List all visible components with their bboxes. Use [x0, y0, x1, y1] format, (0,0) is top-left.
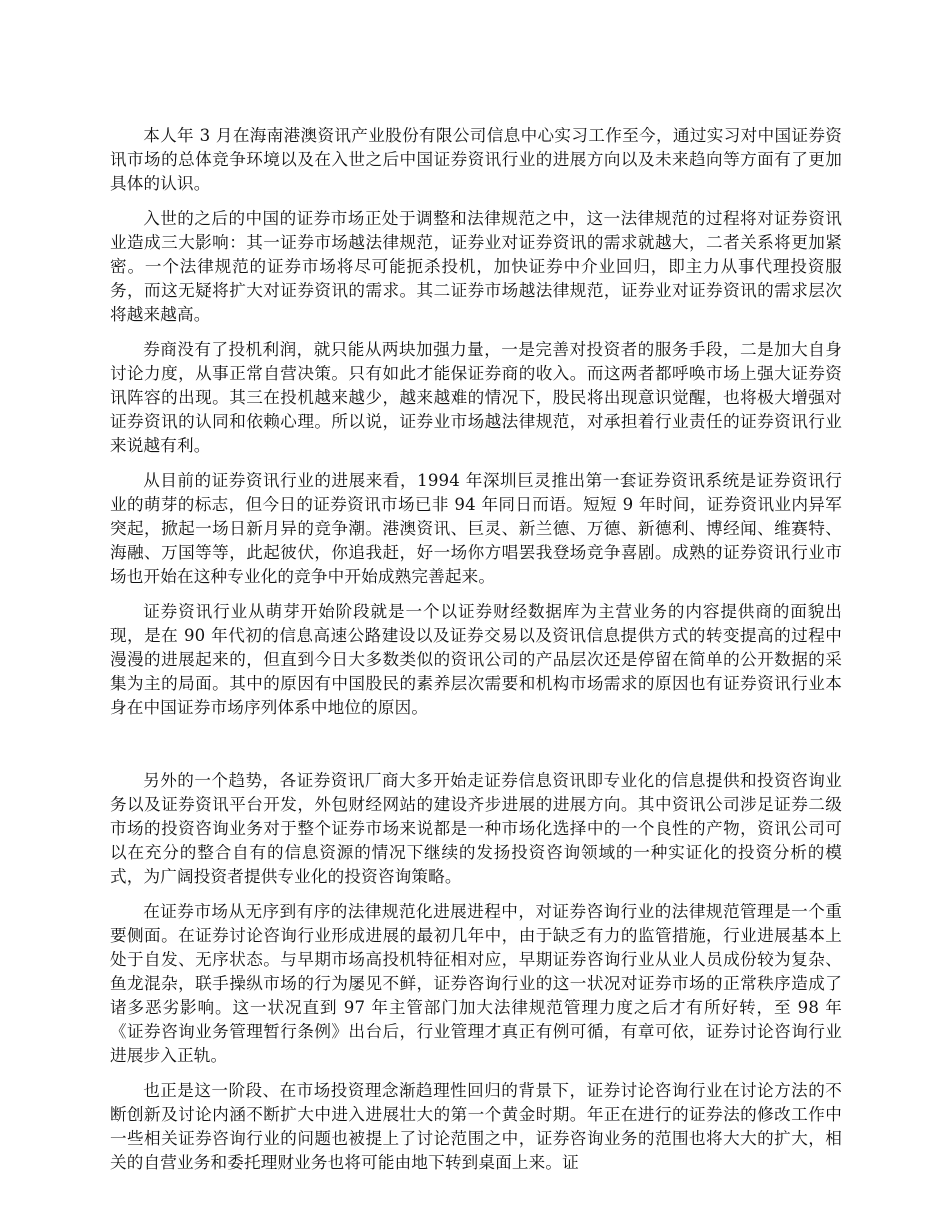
- paragraph: 在证券市场从无序到有序的法律规范化进展进程中，对证券咨询行业的法律规范管理是一个重要侧面。在证券讨论咨询行业形成进展的最初几年中，由于缺乏有力的监管措施，行业进展基本上处于自发、无序状态。与早期市场高投机特征相对应，早期证券咨询行业从业人员成份较为复杂、鱼龙混杂，联手操纵市场的行为屡见不鲜，证券咨询行业的这一状况对证券市场的正常秩序造成了诸多恶劣影响。这一状况直到 97 年主管部门加大法律规范管理力度之后才有所好转，至 98 年《证券咨询业务管理暂行条例》出台后，行业管理才真正有例可循，有章可依，证券讨论咨询行业进展步入正轨。: [110, 902, 842, 1065]
- paragraph: 从目前的证券资讯行业的进展来看，1994 年深圳巨灵推出第一套证券资讯系统是证券资讯行业的萌芽的标志，但今日的证券资讯市场已非 94 年同日而语。短短 9 年时间，证券资讯业内异军突起，掀起一场日新月异的竞争潮。港澳资讯、巨灵、新兰德、万德、新德利、博经闻、维赛特、海融、万国等等，此起彼伏，你追我赶，好一场你方唱罢我登场竞争喜剧。成熟的证券资讯行业市场也开始在这种专业化的竞争中开始成熟完善起来。: [110, 471, 842, 586]
- paragraph: 证券资讯行业从萌芽开始阶段就是一个以证券财经数据库为主营业务的内容提供商的面貌出现，是在 90 年代初的信息高速公路建设以及证券交易以及资讯信息提供方式的转变提高的过程中漫漫的进展起来的，但直到今日大多数类似的资讯公司的产品层次还是停留在简单的公开数据的采集为主的局面。其中的原因有中国股民的素养层次需要和机构市场需求的原因也有证券资讯行业本身在中国证券市场序列体系中地位的原因。: [110, 602, 842, 717]
- paragraph: 另外的一个趋势，各证券资讯厂商大多开始走证券信息资讯即专业化的信息提供和投资咨询业务以及证券资讯平台开发，外包财经网站的建设齐步进展的进展方向。其中资讯公司涉足证券二级市场的投资咨询业务对于整个证券市场来说都是一种市场化选择中的一个良性的产物，资讯公司可以在充分的整合自有的信息资源的情况下继续的发扬投资咨询领域的一种实证化的投资分析的模式，为广阔投资者提供专业化的投资咨询策略。: [110, 771, 842, 886]
- paragraph: 入世的之后的中国的证券市场正处于调整和法律规范之中，这一法律规范的过程将对证券资讯业造成三大影响：其一证券市场越法律规范，证券业对证券资讯的需求就越大，二者关系将更加紧密。一个法律规范的证券市场将尽可能扼杀投机，加快证券中介业回归，即主力从事代理投资服务，而这无疑将扩大对证券资讯的需求。其二证券市场越法律规范，证券业对证券资讯的需求层次将越来越高。: [110, 209, 842, 324]
- paragraph: 本人年 3 月在海南港澳资讯产业股份有限公司信息中心实习工作至今，通过实习对中国证券资讯市场的总体竞争环境以及在入世之后中国证券资讯行业的进展方向以及未来趋向等方面有了更加具体的认识。: [110, 126, 842, 193]
- paragraph: 券商没有了投机利润，就只能从两块加强力量，一是完善对投资者的服务手段，二是加大自身讨论力度，从事正常自营决策。只有如此才能保证券商的收入。而这两者都呼唤市场上强大证券资讯阵容的出现。其三在投机越来越少，越来越难的情况下，股民将出现意识觉醒，也将极大增强对证券资讯的认同和依赖心理。所以说，证券业市场越法律规范，对承担着行业责任的证券资讯行业来说越有利。: [110, 340, 842, 455]
- paragraph: 也正是这一阶段、在市场投资理念渐趋理性回归的背景下，证券讨论咨询行业在讨论方法的不断创新及讨论内涵不断扩大中进入进展壮大的第一个黄金时期。年正在进行的证券法的修改工作中一些相关证券咨询行业的问题也被提上了讨论范围之中，证券咨询业务的范围也将大大的扩大，相关的自营业务和委托理财业务也将可能由地下转到桌面上来。证: [110, 1081, 842, 1172]
- document-page: [110, 124, 842, 1186]
- section-gap: [110, 731, 842, 769]
